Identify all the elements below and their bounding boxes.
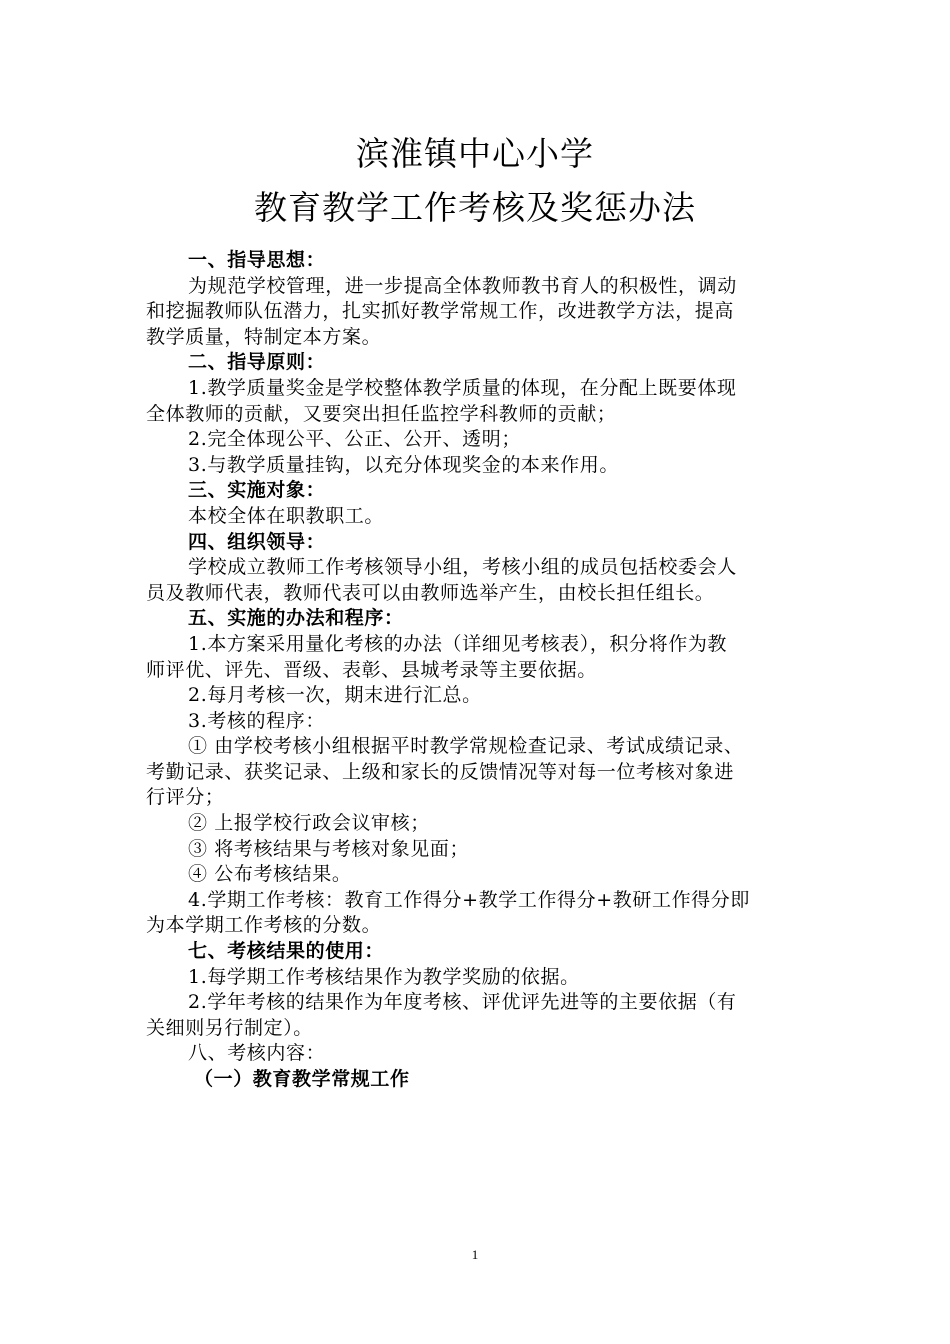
paragraph-line: ④ 公布考核结果。 [188,863,352,886]
paragraph [146,453,806,479]
section-heading: 五、实施的办法和程序： [188,607,404,630]
paragraph-line: 全体教师的贡献，又要突出担任监控学科教师的贡献； [146,402,617,425]
section-heading: 七、考核结果的使用： [188,940,385,963]
paragraph-line: 为本学期工作考核的分数。 [146,914,382,937]
paragraph-line: 员及教师代表，教师代表可以由教师选举产生，由校长担任组长。 [146,581,715,604]
paragraph-line: 3.与教学质量挂钩，以充分体现奖金的本来作用。 [188,453,619,476]
paragraph [146,888,806,939]
paragraph [146,683,806,709]
paragraph-line: 为规范学校管理，进一步提高全体教师教书育人的积极性，调动 [188,274,737,297]
paragraph-line: 1.教学质量奖金是学校整体教学质量的体现，在分配上既要体现 [188,376,737,399]
paragraph-line: 1.本方案采用量化考核的办法（详细见考核表），积分将作为教 [188,632,728,655]
paragraph-line: ② 上报学校行政会议审核； [188,812,430,835]
paragraph-line: 2.完全体现公平、公正、公开、透明； [188,428,521,451]
paragraph [146,632,806,683]
sub-section-heading: （一）教育教学常规工作 [194,1068,410,1090]
paragraph-line: 2.学年考核的结果作为年度考核、评优评先进等的主要依据（有 [188,991,737,1014]
paragraph [146,811,806,837]
paragraph [146,734,806,811]
page-number: 1 [471,1247,479,1262]
paragraph-line: 和挖掘教师队伍潜力，扎实抓好教学常规工作，改进教学方法，提高 [146,300,735,323]
document-title-line2: 教育教学工作考核及奖惩办法 [254,188,696,227]
section-heading: 三、实施对象： [188,479,326,502]
section-heading: 二、指导原则： [188,351,326,374]
paragraph [146,990,806,1041]
paragraph-line: 本校全体在职教职工。 [188,504,385,527]
section-heading-plain: 八、考核内容： [188,1042,326,1065]
paragraph [146,427,806,453]
paragraph [146,837,806,863]
paragraph [146,376,806,427]
paragraph-line: 1.每学期工作考核结果作为教学奖励的依据。 [188,965,580,988]
section-heading: 四、组织领导： [188,530,326,553]
paragraph [146,965,806,991]
paragraph-line: 行评分； [146,786,225,809]
paragraph-line: 2.每月考核一次，期末进行汇总。 [188,684,482,707]
paragraph [146,709,806,735]
document-title-line1: 滨淮镇中心小学 [356,134,594,173]
paragraph [146,862,806,888]
paragraph-line: ③ 将考核结果与考核对象见面； [188,837,470,860]
document-body [146,248,806,1093]
paragraph-line: 3.考核的程序： [188,709,325,732]
paragraph-line: 教学质量，特制定本方案。 [146,325,382,348]
paragraph-line: 学校成立教师工作考核领导小组，考核小组的成员包括校委会人 [188,556,737,579]
paragraph-line: ① 由学校考核小组根据平时教学常规检查记录、考试成绩记录、 [188,735,744,758]
paragraph-line: 考勤记录、获奖记录、上级和家长的反馈情况等对每一位考核对象进 [146,760,735,783]
paragraph-line: 师评优、评先、晋级、表彰、县城考录等主要依据。 [146,658,597,681]
paragraph [146,504,806,530]
section-heading: 一、指导思想： [188,249,326,271]
paragraph [146,274,806,351]
paragraph [146,555,806,606]
paragraph-line: 关细则另行制定）。 [146,1016,313,1039]
paragraph-line: 4.学期工作考核：教育工作得分+教学工作得分+教研工作得分即 [188,888,750,911]
